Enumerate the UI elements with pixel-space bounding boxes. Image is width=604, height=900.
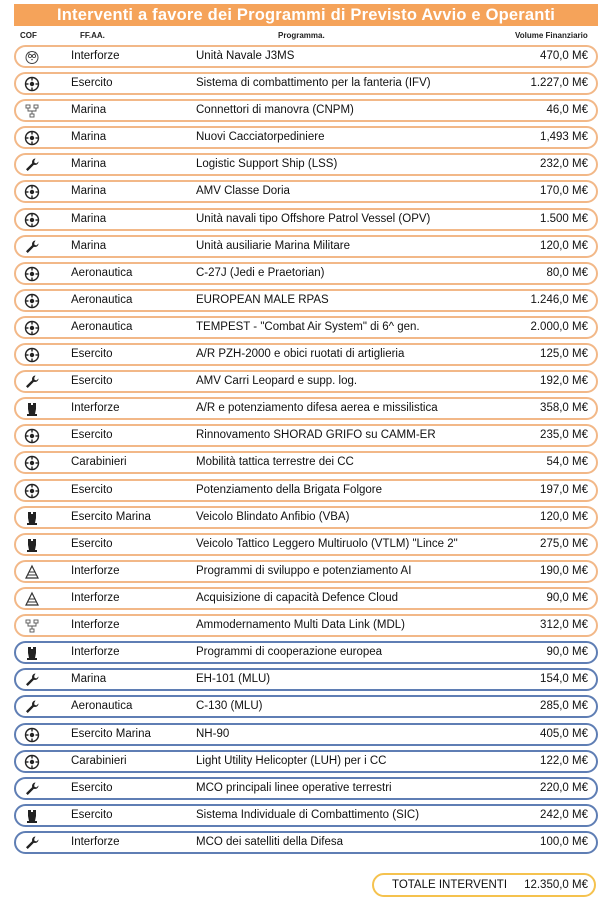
volume-cell: 46,0 M€	[546, 104, 588, 117]
table-row	[14, 45, 598, 68]
table-row	[14, 208, 598, 231]
volume-cell: 100,0 M€	[540, 836, 588, 849]
ffaa-cell: Aeronautica	[71, 293, 133, 306]
ffaa-cell: Marina	[71, 212, 107, 225]
total-label: TOTALE INTERVENTI	[392, 879, 508, 891]
header-cof: COF	[20, 31, 37, 40]
volume-cell: 358,0 M€	[540, 402, 588, 415]
volume-cell: 220,0 M€	[540, 782, 588, 794]
crosshair-icon	[24, 130, 40, 146]
ffaa-cell: Esercito	[71, 537, 113, 550]
programma-cell: MCO dei satelliti della Difesa	[196, 836, 344, 849]
total-value: 12.350,0 M€	[524, 879, 588, 891]
programma-cell: Sistema di combattimento per la fanteria (IFV)	[196, 77, 431, 90]
table-row	[14, 262, 598, 285]
ffaa-cell: Marina	[71, 239, 107, 252]
programma-cell: Potenziamento della Brigata Folgore	[196, 483, 383, 496]
programma-cell: EUROPEAN MALE RPAS	[196, 293, 329, 306]
owl-icon	[24, 49, 40, 65]
table-row	[14, 777, 598, 800]
programma-cell: A/R e potenziamento difesa aerea e missilistica	[196, 402, 438, 415]
volume-cell: 170,0 M€	[540, 185, 588, 198]
volume-cell: 154,0 M€	[540, 673, 588, 686]
wrench-icon	[24, 672, 40, 688]
table-row	[14, 370, 598, 393]
volume-cell: 232,0 M€	[540, 158, 588, 171]
programma-cell: EH-101 (MLU)	[196, 673, 271, 686]
crosshair-icon	[24, 266, 40, 282]
table-row	[14, 614, 598, 637]
wrench-icon	[24, 835, 40, 851]
programma-cell: Programmi di cooperazione europea	[196, 646, 383, 659]
volume-cell: 192,0 M€	[540, 375, 588, 388]
programma-cell: Veicolo Tattico Leggero Multiruolo (VTLM) "Lince 2"	[196, 537, 458, 550]
table-row	[14, 235, 598, 258]
volume-cell: 197,0 M€	[540, 483, 588, 496]
crosshair-icon	[24, 212, 40, 228]
volume-cell: 125,0 M€	[540, 348, 588, 361]
ffaa-cell: Esercito	[71, 375, 113, 388]
wrench-icon	[24, 239, 40, 255]
crosshair-icon	[24, 754, 40, 770]
volume-cell: 190,0 M€	[540, 564, 588, 577]
volume-cell: 242,0 M€	[540, 809, 588, 822]
ffaa-cell: Interforze	[71, 564, 120, 577]
volume-cell: 405,0 M€	[540, 727, 588, 740]
crosshair-icon	[24, 293, 40, 309]
volume-cell: 120,0 M€	[540, 510, 588, 523]
programma-cell: Unità Navale J3MS	[196, 50, 295, 62]
table-row	[14, 641, 598, 664]
volume-cell: 120,0 M€	[540, 239, 588, 252]
ffaa-cell: Interforze	[71, 402, 120, 415]
ffaa-cell: Esercito Marina	[71, 727, 151, 740]
ffaa-cell: Interforze	[71, 836, 120, 849]
table-row	[14, 424, 598, 447]
ffaa-cell: Interforze	[71, 591, 120, 604]
header-volume: Volume Finanziario	[515, 31, 588, 40]
shield-icon	[24, 808, 40, 824]
ffaa-cell: Marina	[71, 158, 107, 171]
programma-cell: Mobilità tattica terrestre dei CC	[196, 456, 354, 469]
table-row	[14, 153, 598, 176]
volume-cell: 470,0 M€	[540, 50, 588, 62]
programma-cell: Acquisizione di capacità Defence Cloud	[196, 591, 399, 604]
ffaa-cell: Interforze	[71, 618, 120, 631]
volume-cell: 1.246,0 M€	[530, 293, 588, 306]
programma-cell: Sistema Individuale di Combattimento (SIC)	[196, 809, 420, 822]
table-row	[14, 560, 598, 583]
table-row	[14, 451, 598, 474]
programma-cell: Rinnovamento SHORAD GRIFO su CAMM-ER	[196, 429, 436, 442]
programma-cell: Unità ausiliarie Marina Militare	[196, 239, 351, 252]
programma-cell: A/R PZH-2000 e obici ruotati di artiglieria	[196, 348, 405, 361]
programma-cell: AMV Carri Leopard e supp. log.	[196, 375, 358, 388]
programma-cell: AMV Classe Doria	[196, 185, 290, 198]
programma-cell: C-27J (Jedi e Praetorian)	[196, 266, 325, 279]
header-ffaa: FF.AA.	[80, 31, 105, 40]
ffaa-cell: Marina	[71, 185, 107, 198]
crosshair-icon	[24, 483, 40, 499]
wrench-icon	[24, 699, 40, 715]
volume-cell: 122,0 M€	[540, 754, 588, 767]
ffaa-cell: Carabinieri	[71, 754, 127, 767]
crosshair-icon	[24, 184, 40, 200]
pyramid-icon	[24, 564, 40, 580]
programma-cell: TEMPEST - "Combat Air System" di 6^ gen.	[196, 320, 420, 333]
volume-cell: 275,0 M€	[540, 537, 588, 550]
ffaa-cell: Esercito Marina	[71, 510, 151, 523]
table-row	[14, 695, 598, 718]
header-programma: Programma.	[278, 31, 325, 40]
shield-icon	[24, 401, 40, 417]
table-row	[14, 506, 598, 529]
volume-cell: 90,0 M€	[546, 646, 588, 659]
programma-cell: Connettori di manovra (CNPM)	[196, 104, 354, 117]
ffaa-cell: Interforze	[71, 646, 120, 659]
ffaa-cell: Esercito	[71, 483, 113, 496]
volume-cell: 285,0 M€	[540, 700, 588, 713]
shield-icon	[24, 645, 40, 661]
ffaa-cell: Carabinieri	[71, 456, 127, 469]
table-row	[14, 479, 598, 502]
volume-cell: 1.227,0 M€	[530, 77, 588, 90]
pyramid-icon	[24, 591, 40, 607]
wrench-icon	[24, 374, 40, 390]
table-row	[14, 99, 598, 122]
volume-cell: 80,0 M€	[546, 266, 588, 279]
ffaa-cell: Aeronautica	[71, 266, 133, 279]
programma-cell: MCO principali linee operative terrestri	[196, 782, 392, 794]
ffaa-cell: Esercito	[71, 809, 113, 822]
programma-cell: Logistic Support Ship (LSS)	[196, 158, 338, 171]
programma-cell: Light Utility Helicopter (LUH) per i CC	[196, 754, 387, 767]
volume-cell: 54,0 M€	[546, 456, 588, 469]
crosshair-icon	[24, 76, 40, 92]
programma-cell: Veicolo Blindato Anfibio (VBA)	[196, 510, 350, 523]
ffaa-cell: Esercito	[71, 782, 113, 794]
crosshair-icon	[24, 428, 40, 444]
program-list	[14, 45, 598, 859]
ffaa-cell: Esercito	[71, 77, 113, 90]
table-row	[14, 126, 598, 149]
crosshair-icon	[24, 320, 40, 336]
programma-cell: Ammodernamento Multi Data Link (MDL)	[196, 618, 405, 631]
crosshair-icon	[24, 347, 40, 363]
page-title: Interventi a favore dei Programmi di Previsto Avvio e Operanti	[14, 4, 598, 26]
table-row	[14, 804, 598, 827]
ffaa-cell: Marina	[71, 673, 107, 686]
programma-cell: C-130 (MLU)	[196, 700, 263, 713]
crosshair-icon	[24, 727, 40, 743]
programma-cell: NH-90	[196, 727, 230, 740]
table-row	[14, 668, 598, 691]
wrench-icon	[24, 781, 40, 797]
ffaa-cell: Esercito	[71, 429, 113, 442]
network-icon	[24, 103, 40, 119]
table-row	[14, 750, 598, 773]
ffaa-cell: Aeronautica	[71, 700, 133, 713]
table-row	[14, 72, 598, 95]
ffaa-cell: Marina	[71, 131, 107, 144]
volume-cell: 1,493 M€	[540, 131, 588, 144]
table-row	[14, 180, 598, 203]
crosshair-icon	[24, 455, 40, 471]
volume-cell: 2.000,0 M€	[530, 320, 588, 333]
table-row	[14, 343, 598, 366]
table-row	[14, 533, 598, 556]
table-row	[14, 289, 598, 312]
table-row	[14, 316, 598, 339]
ffaa-cell: Interforze	[71, 50, 120, 62]
ffaa-cell: Esercito	[71, 348, 113, 361]
programma-cell: Unità navali tipo Offshore Patrol Vessel (OPV)	[196, 212, 431, 225]
shield-icon	[24, 537, 40, 553]
network-icon	[24, 618, 40, 634]
programma-cell: Programmi di sviluppo e potenziamento AI	[196, 564, 412, 577]
volume-cell: 235,0 M€	[540, 429, 588, 442]
programma-cell: Nuovi Cacciatorpediniere	[196, 131, 325, 144]
ffaa-cell: Marina	[71, 104, 107, 117]
table-row	[14, 587, 598, 610]
table-row	[14, 723, 598, 746]
shield-icon	[24, 510, 40, 526]
table-row	[14, 397, 598, 420]
total-box	[372, 873, 596, 897]
wrench-icon	[24, 157, 40, 173]
table-row	[14, 831, 598, 854]
volume-cell: 312,0 M€	[540, 618, 588, 631]
ffaa-cell: Aeronautica	[71, 320, 133, 333]
volume-cell: 1.500 M€	[540, 212, 588, 225]
volume-cell: 90,0 M€	[546, 591, 588, 604]
